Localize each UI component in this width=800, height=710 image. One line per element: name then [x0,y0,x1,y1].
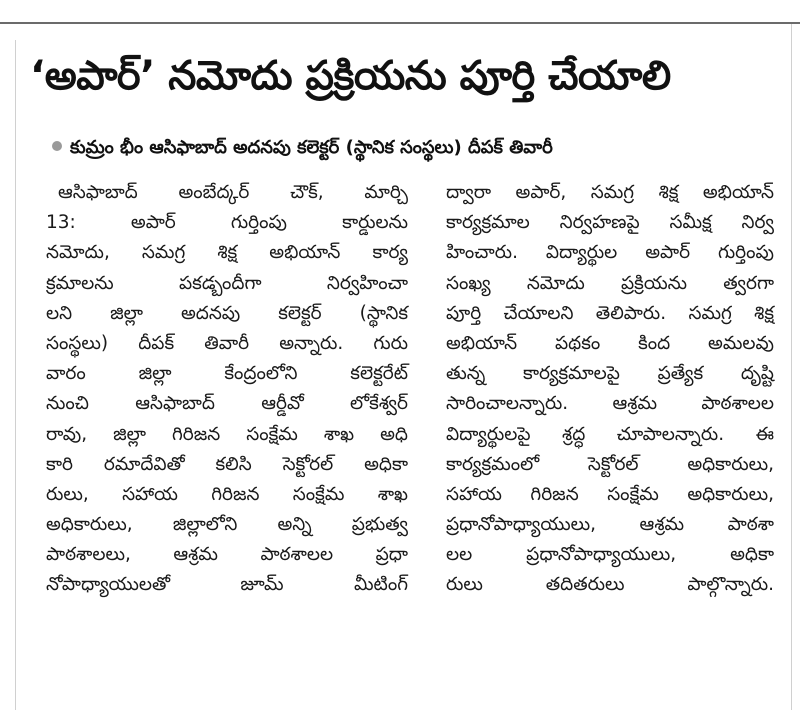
body-text-line: కార్యక్రమాల నిర్వహణపై సమీక్ష నిర్వ [446,212,774,234]
body-text-line: సహాయ గిరిజన సంక్షేమ అధికారులు, [446,483,774,505]
body-text-line: రులు, సహాయ గిరిజన సంక్షేమ శాఖ [46,483,408,505]
article-subheadline-row [52,134,782,162]
body-text-line: రావు, జిల్లా గిరిజన సంక్షేమ శాఖ అధి [46,423,408,445]
article-body-right-column [446,178,774,601]
body-text-line: క్రమాలను పకడ్బందీగా నిర్వహించా [46,272,408,294]
article-subheadline: కుమ్రం భీం ఆసిఫాబాద్ అదనపు కలెక్టర్ (స్థానిక సంస్థలు) దీపక్ తివారీ [70,137,553,158]
body-text-line: సంస్థలు) దీపక్ తివారీ అన్నారు. గురు [46,332,408,354]
body-text-line: నమోదు, సమగ్ర శిక్ష అభియాన్ కార్య [46,242,408,264]
body-text-line: అధికారులు, జిల్లాలోని అన్ని ప్రభుత్వ [46,514,408,536]
clipped-previous-article [0,0,800,14]
body-text-line: పూర్తి చేయాలని తెలిపారు. సమగ్ర శిక్ష [446,302,774,324]
body-text-line: ఆసిఫాబాద్ అంబేద్కర్ చౌక్, మార్చి [58,182,408,203]
right-column-rule [791,24,792,710]
article-headline: ‘అపార్’ నమోదు ప్రక్రియను పూర్తి చేయాలి [30,53,671,99]
left-column-rule [15,40,16,710]
body-text-line: అభియాన్ పథకం కింద అమలవు [446,332,774,354]
body-text-line: నోపాధ్యాయులతో జూమ్ మీటింగ్ [46,574,408,596]
top-divider-rule [0,22,800,24]
body-text-line: ద్వారా అపార్, సమగ్ర శిక్ష అభియాన్ [446,182,774,203]
body-text-line: పాఠశాలలు, ఆశ్రమ పాఠశాలల ప్రధా [46,544,408,566]
bullet-icon [52,141,62,151]
body-text-line: లని జిల్లా అదనపు కలెక్టర్ (స్థానిక [46,302,408,324]
body-text-line: వారం జిల్లా కేంద్రంలోని కలెక్టరేట్ [46,363,408,385]
body-text-line: ప్రధానోపాధ్యాయులు, ఆశ్రమ పాఠశా [446,514,774,536]
body-text-line: కారి రమాదేవితో కలిసి సెక్టోరల్ అధికా [46,453,408,475]
body-text-line: సారించాలన్నారు. ఆశ్రమ పాఠశాలల [446,393,774,415]
body-text-line: రులు తదితరులు పాల్గొన్నారు. [446,574,774,596]
body-text-line: లల ప్రధానోపాధ్యాయులు, అధికా [446,544,774,566]
body-text-line: తున్న కార్యక్రమాలపై ప్రత్యేక దృష్టి [446,363,774,385]
body-text-line: హించారు. విద్యార్థుల అపార్ గుర్తింపు [446,242,774,264]
body-text-line: కార్యక్రమంలో సెక్టోరల్ అధికారులు, [446,453,774,475]
body-text-line: సంఖ్య నమోదు ప్రక్రియను త్వరగా [446,272,774,294]
body-text-line: 13: అపార్ గుర్తింపు కార్డులను [46,212,408,234]
body-text-line: నుంచి ఆసిఫాబాద్ ఆర్డీవో లోకేశ్వర్ [46,393,408,415]
clipped-next-content [0,700,800,710]
article-body-left-column [46,178,408,601]
body-text-line: విద్యార్థులపై శ్రద్ధ చూపాలన్నారు. ఈ [446,423,774,445]
